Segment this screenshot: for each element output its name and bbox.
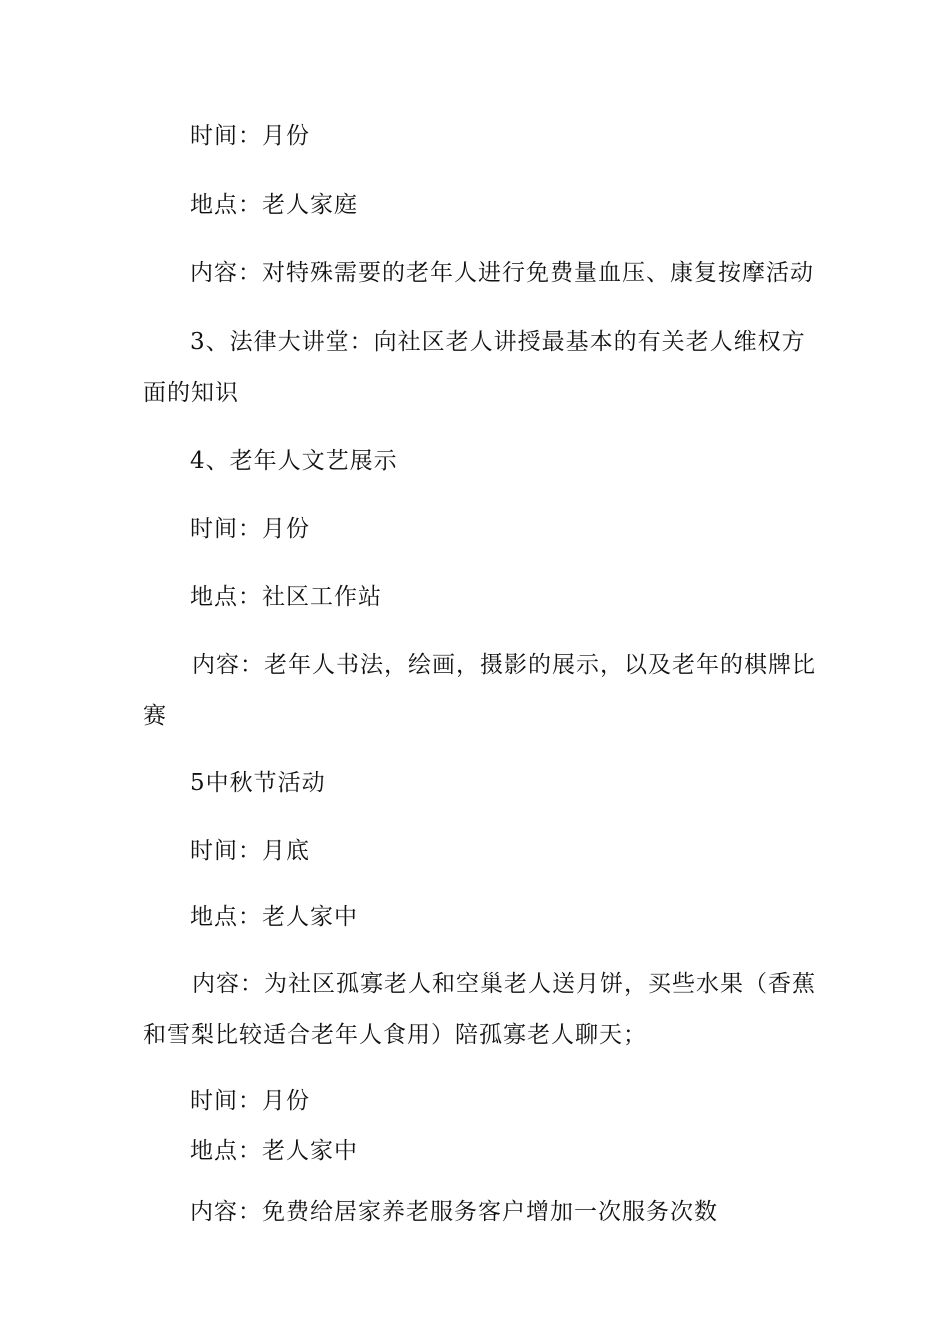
paragraph-time-2: 时间：月份 [190, 516, 310, 542]
paragraph-location-2: 地点：社区工作站 [190, 584, 382, 610]
paragraph-time-4: 时间：月份 [190, 1088, 310, 1114]
section-heading-mid-autumn: 5中秋节活动 [190, 770, 326, 796]
paragraph-location-4: 地点：老人家中 [190, 1138, 358, 1164]
paragraph-content-3-cont: 和雪梨比较适合老年人食用）陪孤寡老人聊天； [143, 1022, 647, 1048]
section-heading-art-exhibition: 4、老年人文艺展示 [190, 448, 398, 474]
paragraph-time-1: 时间：月份 [190, 123, 310, 149]
section-heading-law-lecture-cont: 面的知识 [143, 380, 239, 406]
paragraph-content-1: 内容：对特殊需要的老年人进行免费量血压、康复按摩活动 [190, 260, 814, 286]
paragraph-content-2-cont: 赛 [143, 703, 167, 729]
paragraph-location-3: 地点：老人家中 [190, 904, 358, 930]
section-heading-law-lecture: 3、法律大讲堂：向社区老人讲授最基本的有关老人维权方 [190, 329, 806, 355]
paragraph-location-1: 地点：老人家庭 [190, 192, 358, 218]
paragraph-time-3: 时间：月底 [190, 838, 310, 864]
paragraph-content-3: 内容：为社区孤寡老人和空巢老人送月饼，买些水果（香蕉 [192, 971, 816, 997]
paragraph-content-4: 内容：免费给居家养老服务客户增加一次服务次数 [190, 1199, 718, 1225]
paragraph-content-2: 内容：老年人书法，绘画，摄影的展示，以及老年的棋牌比 [192, 652, 816, 678]
